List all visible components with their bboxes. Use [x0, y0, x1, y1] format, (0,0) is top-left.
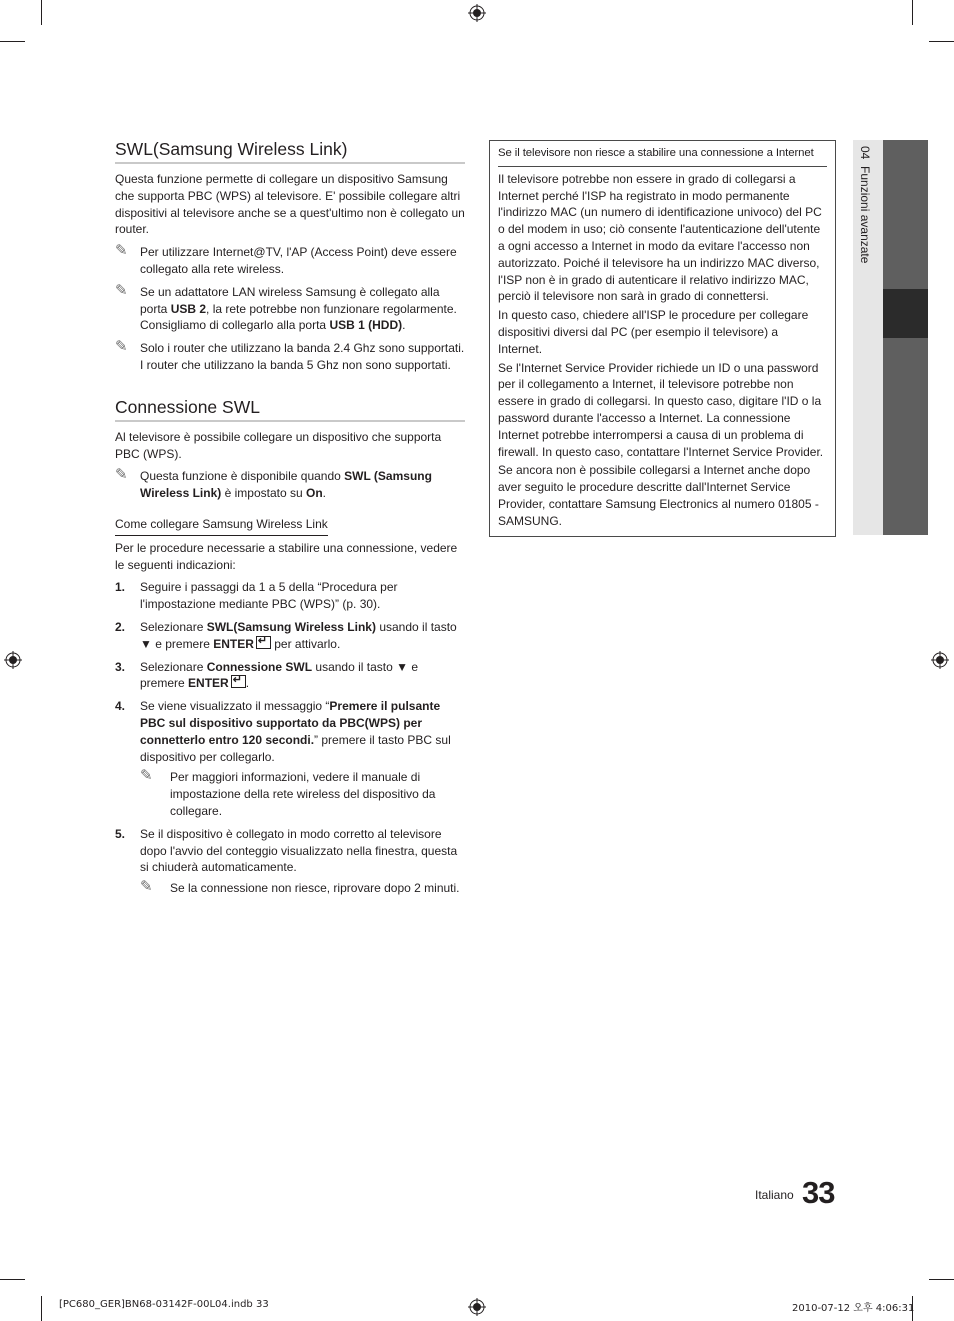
step-bold: ENTER [188, 676, 229, 691]
chapter-tab-marker [883, 289, 928, 338]
step-bold: Premere il pulsante PBC sul dispositivo supportato da PBC(WPS) per connetterlo entro 120 secondi. [140, 699, 441, 747]
enter-key-icon [231, 675, 246, 688]
step-text: Selezionare [140, 619, 207, 634]
step-bold: SWL(Samsung Wireless Link) [206, 619, 376, 634]
step-text: per attivarlo. [270, 636, 341, 651]
crop-mark [929, 41, 954, 42]
enter-key-icon [256, 636, 271, 649]
step-text: . [245, 676, 250, 691]
note [115, 340, 465, 374]
subheading-intro: Per le procedure necessarie a stabilire una connessione, vedere le seguenti indicazioni: [115, 540, 458, 572]
crop-mark [912, 0, 913, 25]
chapter-label [858, 146, 872, 263]
note-bold: USB 2 [170, 301, 207, 316]
crop-mark [0, 1279, 25, 1280]
step-text: ” premere il tasto PBC sul dispositivo per collegarlo. [140, 732, 451, 764]
note-pencil-icon: ✎ [115, 338, 128, 356]
note-pencil-icon: ✎ [115, 466, 128, 484]
step-item [115, 698, 465, 820]
note-text: Questa funzione è disponibile quando [140, 469, 345, 484]
note [115, 468, 465, 502]
step-text: Selezionare [140, 659, 207, 674]
step-number: 4. [115, 699, 126, 714]
box-paragraph: In questo caso, chiedere all'ISP le procedure per collegare dispositivi diversi dal PC (per esempio il televisore) a Internet. [498, 308, 809, 356]
note-text: . [322, 486, 326, 501]
note-text: . [402, 318, 406, 333]
box-paragraph: Se l'Internet Service Provider richiede un ID o una password per il collegamento a Internet, il televisore potrebbe non essere in grado di collegarsi. In questo caso, digitare l'ID o la password durante l'accesso a Internet. La connessione Internet potrebbe interrompersi a causa di un problema di firewall. In questo caso, contattare l'Internet Service Provider. [498, 360, 824, 459]
note-text: , la rete potrebbe non funzionare regolarmente. Consigliamo di collegarlo alla porta [140, 301, 457, 333]
note [140, 769, 465, 819]
crop-mark [41, 0, 42, 25]
step-item [115, 579, 465, 613]
note-pencil-icon: ✎ [115, 281, 128, 299]
registration-mark-icon [931, 651, 949, 669]
note [115, 281, 465, 334]
step-text: Se il dispositivo è collegato in modo corretto al televisore dopo l'avvio del conteggio visualizzato nella finestra, questa si chiuderà automaticamente. [140, 826, 458, 875]
crop-mark [929, 1279, 954, 1280]
step-bold: ENTER [213, 636, 254, 651]
section-title-swl: SWL(Samsung Wireless Link) [115, 138, 465, 164]
page-number: 33 [802, 1175, 835, 1210]
crop-mark [41, 1296, 42, 1321]
internet-troubleshoot-box [489, 140, 836, 537]
swl-intro: Questa funzione permette di collegare un dispositivo Samsung che supporta PBC (WPS) al televisore. E' possibile collegare altri dispositivi al televisore anche se a quest'ultimo non è collegato un router. [115, 172, 465, 237]
chapter-title: Funzioni avanzate [858, 166, 872, 264]
step-text: usando il tasto ▼ e premere [140, 619, 457, 651]
connessione-intro: Al televisore è possibile collegare un dispositivo che supporta PBC (WPS). [115, 429, 442, 461]
note-text: è impostato su [221, 486, 306, 501]
subheading: Come collegare Samsung Wireless Link [115, 516, 328, 536]
note-text: Se la connessione non riesce, riprovare dopo 2 minuti. [170, 881, 460, 896]
footer-language: Italiano [755, 1188, 794, 1202]
note-pencil-icon: ✎ [115, 242, 128, 260]
step-bold: Connessione SWL [206, 659, 313, 674]
registration-mark-icon [468, 4, 486, 22]
chapter-number: 04 [858, 146, 872, 160]
step-item [115, 826, 465, 897]
registration-mark-icon [468, 1298, 486, 1316]
note-pencil-icon: ✎ [140, 878, 153, 896]
print-file-info: [PC680_GER]BN68-03142F-00L04.indb 33 [59, 1299, 269, 1310]
note-text: Solo i router che utilizzano la banda 2.4 Ghz sono supportati. I router che utilizzano la banda 5 Ghz non sono supportati. [140, 341, 465, 372]
note-bold: SWL (Samsung Wireless Link) [140, 469, 432, 501]
box-paragraph: Il televisore potrebbe non essere in grado di collegarsi a Internet perché l'ISP ha registrato in modo permanente l'indirizzo MAC (un numero di identificazione univoco) del PC o del modem in uso; ciò consente l'autenticazione dell'utente a ogni accesso a Internet in modo da evitare l'accesso non autorizzato. Poiché il televisore ha un indirizzo MAC diverso, l'ISP non è in grado di autenticare il relativo indirizzo MAC, perciò il televisore non sarà in grado di connettersi. [498, 171, 822, 304]
step-list [115, 579, 465, 897]
print-timestamp: 2010-07-12 오후 4:06:31 [792, 1303, 915, 1314]
note-text: Se un adattatore LAN wireless Samsung è collegato alla porta [140, 284, 440, 316]
box-paragraph: Se ancora non è possibile collegarsi a Internet anche dopo aver seguito le procedure descritte dall'Internet Service Provider, contattare Samsung Electronics al numero 01805 - SAMSUNG. [498, 463, 819, 528]
section-title-connessione: Connessione SWL [115, 396, 465, 422]
note-text: Per maggiori informazioni, vedere il manuale di impostazione della rete wireless del dispositivo da collegare. [170, 770, 436, 818]
note-text: Per utilizzare Internet@TV, l'AP (Access Point) deve essere collegato alla rete wireless. [140, 245, 457, 276]
step-item [115, 619, 465, 653]
note-bold: USB 1 (HDD) [329, 318, 403, 333]
step-number: 1. [115, 580, 126, 595]
crop-mark [0, 41, 25, 42]
note [115, 244, 465, 278]
step-number: 5. [115, 826, 126, 841]
note-bold: On [305, 486, 323, 501]
step-item [115, 659, 465, 693]
step-text: usando il tasto ▼ e premere [140, 659, 418, 691]
step-text: Seguire i passaggi da 1 a 5 della “Procedura per l'impostazione mediante PBC (WPS)” (p. 30). [140, 580, 398, 612]
note-pencil-icon: ✎ [140, 767, 153, 785]
registration-mark-icon [4, 651, 22, 669]
left-column [115, 138, 465, 897]
note [140, 880, 465, 897]
box-title: Se il televisore non riesce a stabilire una connessione a Internet [498, 141, 827, 167]
step-number: 2. [115, 619, 126, 634]
step-number: 3. [115, 659, 126, 674]
step-text: Se viene visualizzato il messaggio “ [140, 699, 330, 714]
